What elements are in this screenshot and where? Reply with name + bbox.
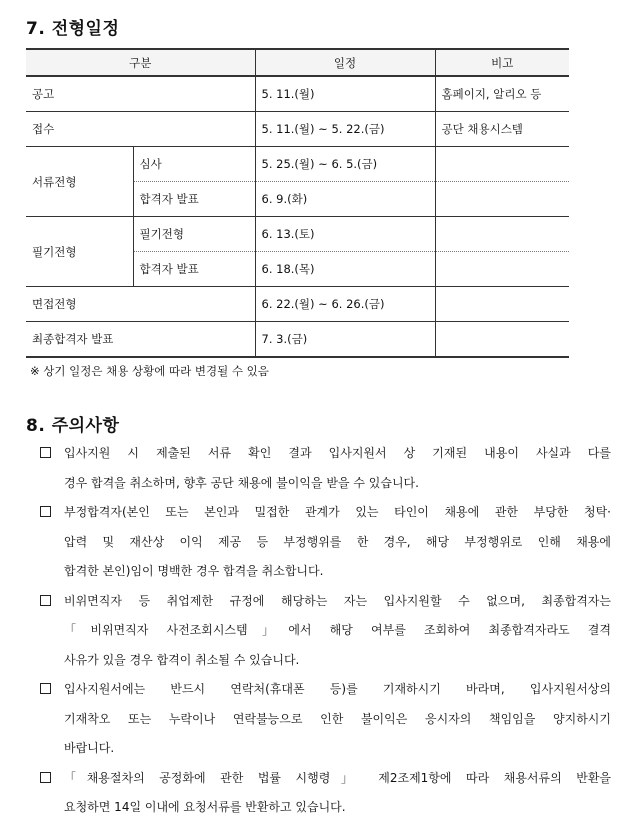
item-line: 입사지원서에는 반드시 연락처(휴대폰 등)를 기재하시기 바라며, 입사지원서상의 <box>64 682 611 696</box>
row-notice-schedule: 5. 11.(월) <box>255 76 435 112</box>
header-schedule: 일정 <box>255 49 435 76</box>
table-row <box>26 147 569 182</box>
item-line: 바랍니다. <box>64 741 115 755</box>
item-line: 부정합격자(본인 또는 본인과 밀접한 관계가 있는 타인이 채용에 관한 부당한 청탁· <box>64 505 611 519</box>
item-line: 압력 및 재산상 이익 제공 등 부정행위를 한 경우, 해당 부정행위로 인해 채용에 <box>64 534 611 549</box>
header-remarks: 비고 <box>435 49 569 76</box>
row-interview-schedule: 6. 22.(월) ~ 6. 26.(금) <box>255 287 435 322</box>
row-receipt-schedule: 5. 11.(월) ~ 5. 22.(금) <box>255 112 435 147</box>
row-final-schedule: 7. 3.(금) <box>255 322 435 358</box>
row-interview-remarks <box>435 287 569 322</box>
checkbox-icon <box>40 772 51 783</box>
row-notice-category: 공고 <box>26 76 255 112</box>
item-line: 기재착오 또는 누락이나 연락불능으로 인한 불이익은 응시자의 책임임을 양지하시기 <box>64 711 611 726</box>
schedule-note: ※ 상기 일정은 채용 상황에 따라 변경될 수 있음 <box>30 364 269 378</box>
row-document-category: 서류전형 <box>26 147 133 217</box>
row-notice-remarks: 홈페이지, 알리오 등 <box>435 76 569 112</box>
item-line: 입사지원 시 제출된 서류 확인 결과 입사지원서 상 기재된 내용이 사실과 다를 <box>64 446 611 460</box>
header-category: 구분 <box>26 49 255 76</box>
table-header-row <box>26 49 569 76</box>
row-written-announce-schedule: 6. 18.(목) <box>255 252 435 287</box>
row-document-review-remarks <box>435 147 569 182</box>
row-interview-category: 면접전형 <box>26 287 255 322</box>
row-document-announce-label: 합격자 발표 <box>133 182 255 217</box>
item-line: 경우 합격을 취소하며, 향후 공단 채용에 불이익을 받을 수 있습니다. <box>64 475 419 490</box>
row-written-exam-schedule: 6. 13.(토) <box>255 217 435 252</box>
list-item <box>36 439 611 498</box>
checkbox-icon <box>40 683 51 694</box>
caution-list <box>36 439 611 823</box>
row-written-exam-label: 필기전형 <box>133 217 255 252</box>
item-line: 사유가 있을 경우 합격이 취소될 수 있습니다. <box>64 652 300 667</box>
row-document-announce-remarks <box>435 182 569 217</box>
item-line: 「채용절차의 공정화에 관한 법률 시행령」 제2조제1항에 따라 채용서류의 반환을 <box>64 770 611 785</box>
row-written-announce-remarks <box>435 252 569 287</box>
row-final-remarks <box>435 322 569 358</box>
row-written-exam-remarks <box>435 217 569 252</box>
row-written-announce-label: 합격자 발표 <box>133 252 255 287</box>
row-receipt-remarks: 공단 채용시스템 <box>435 112 569 147</box>
section-7-title: 7. 전형일정 <box>26 19 120 39</box>
section-8-title: 8. 주의사항 <box>26 416 120 436</box>
checkbox-icon <box>40 595 51 606</box>
row-document-announce-schedule: 6. 9.(화) <box>255 182 435 217</box>
table-row <box>26 76 569 112</box>
item-line: 합격한 본인)임이 명백한 경우 합격을 취소합니다. <box>64 564 324 578</box>
list-item <box>36 587 611 676</box>
table-row <box>26 112 569 147</box>
schedule-table <box>26 48 569 358</box>
row-document-review-label: 심사 <box>133 147 255 182</box>
table-row <box>26 287 569 322</box>
list-item <box>36 498 611 587</box>
table-row <box>26 217 569 252</box>
row-written-category: 필기전형 <box>26 217 133 287</box>
row-document-review-schedule: 5. 25.(월) ~ 6. 5.(금) <box>255 147 435 182</box>
item-line: 요청하면 14일 이내에 요청서류를 반환하고 있습니다. <box>64 800 346 814</box>
list-item <box>36 675 611 764</box>
row-receipt-category: 접수 <box>26 112 255 147</box>
table-row <box>26 322 569 358</box>
item-line: 「비위면직자 사전조회시스템」에서 해당 여부를 조회하여 최종합격자라도 결격 <box>64 623 611 637</box>
item-line: 비위면직자 등 취업제한 규정에 해당하는 자는 입사지원할 수 없으며, 최종합격자는 <box>64 593 611 608</box>
row-final-category: 최종합격자 발표 <box>26 322 255 358</box>
list-item <box>36 764 611 823</box>
checkbox-icon <box>40 506 51 517</box>
checkbox-icon <box>40 447 51 458</box>
